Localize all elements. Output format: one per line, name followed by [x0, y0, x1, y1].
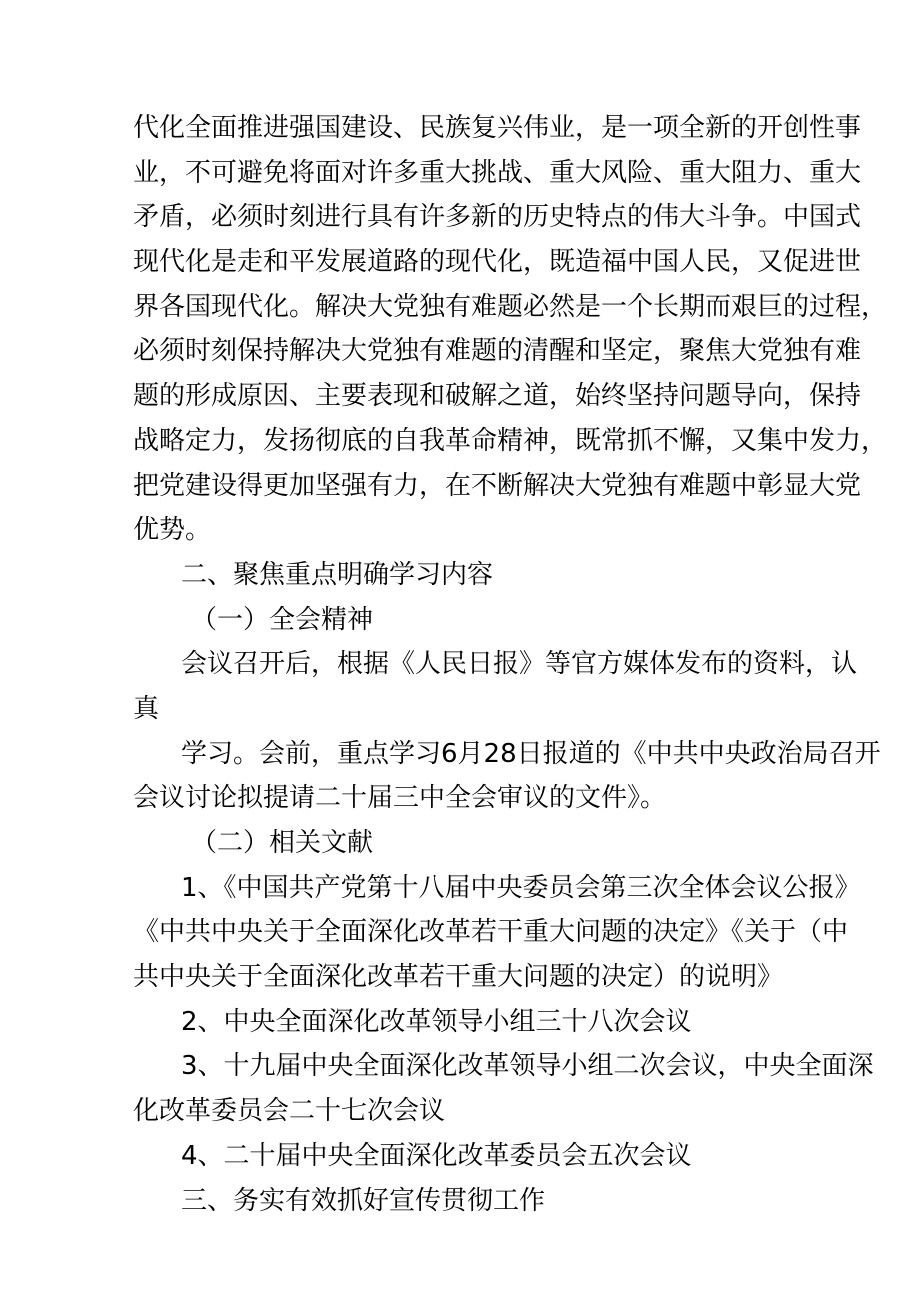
paragraph-line: 真 [133, 693, 160, 724]
paragraph-line: 把党建设得更加坚强有力，在不断解决大党独有难题中彰显大党 [133, 470, 862, 501]
subsection-heading-2: （二）相关文献 [191, 828, 374, 858]
list-item-1-cont: 共中央关于全面深化改革若干重大问题的决定）的说明》 [133, 962, 784, 993]
paragraph-line: 会议讨论拟提请二十届三中全会审议的文件》。 [133, 783, 667, 814]
paragraph-line: 战略定力，发扬彻底的自我革命精神，既常抓不懈，又集中发力， [133, 425, 888, 456]
list-item-4: 4、二十届中央全面深化改革委员会五次会议 [181, 1140, 692, 1171]
paragraph-line: 界各国现代化。解决大党独有难题必然是一个长期而艰巨的过程， [133, 291, 888, 322]
paragraph-line: 必须时刻保持解决大党独有难题的清醒和坚定，聚焦大党独有难 [133, 336, 862, 367]
section-heading-3: 三、务实有效抓好宣传贯彻工作 [181, 1185, 546, 1216]
document-body [133, 106, 888, 1223]
list-item-2: 2、中央全面深化改革领导小组三十八次会议 [181, 1006, 692, 1037]
paragraph-line: 现代化是走和平发展道路的现代化，既造福中国人民，又促进世 [133, 247, 862, 278]
section-heading-2: 二、聚焦重点明确学习内容 [181, 559, 494, 590]
paragraph-line: 业，不可避免将面对许多重大挑战、重大风险、重大阻力、重大 [133, 157, 862, 188]
paragraph-line: 矛盾，必须时刻进行具有许多新的历史特点的伟大斗争。中国式 [133, 202, 862, 233]
paragraph-line: 优势。 [133, 515, 212, 546]
list-item-1-cont: 《中共中央关于全面深化改革若干重大问题的决定》《关于（中 [133, 917, 849, 948]
paragraph-line: 代化全面推进强国建设、民族复兴伟业，是一项全新的开创性事 [133, 113, 862, 143]
paragraph-line: 题的形成原因、主要表现和破解之道，始终坚持问题导向，保持 [133, 381, 862, 412]
paragraph-line: 会议召开后，根据《人民日报》等官方媒体发布的资料，认 [181, 649, 858, 680]
paragraph-line: 学习。会前，重点学习6月28日报道的《中共中央政治局召开 [181, 738, 881, 769]
list-item-1: 1、《中国共产党第十八届中央委员会第三次全体会议公报》 [181, 872, 861, 903]
list-item-3-cont: 化改革委员会二十七次会议 [133, 1096, 446, 1127]
list-item-3: 3、十九届中央全面深化改革领导小组二次会议，中央全面深 [181, 1051, 874, 1082]
subsection-heading-1: （一）全会精神 [191, 604, 374, 635]
